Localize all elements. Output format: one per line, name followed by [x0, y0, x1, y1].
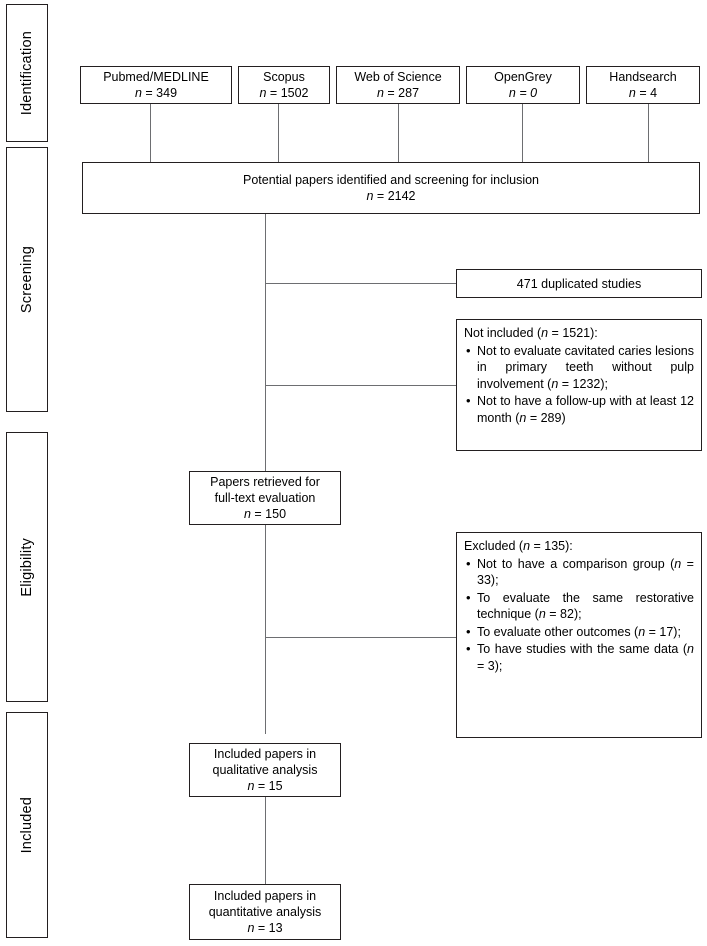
- not-included-heading: Not included (n = 1521):: [464, 326, 598, 340]
- stage-label-eligibility: [6, 432, 48, 702]
- source-box-scopus: [238, 66, 330, 104]
- qualitative-box: [189, 743, 341, 797]
- source-name-handsearch: Handsearch: [609, 70, 677, 84]
- qualitative-count: n = 15: [247, 779, 283, 793]
- quantitative-count: n = 13: [247, 921, 283, 935]
- list-item: • To have studies with the same data (n = 3);: [464, 641, 694, 674]
- list-item: • To evaluate other outcomes (n = 17);: [464, 624, 694, 641]
- excluded-box: [456, 532, 702, 738]
- duplicates-box: [456, 269, 702, 298]
- source-name-web-of-science: Web of Science: [354, 70, 442, 84]
- qualitative-line-1: Included papers in: [213, 747, 317, 761]
- quantitative-line-1: Included papers in: [213, 889, 317, 903]
- source-count-web-of-science: n = 287: [376, 86, 420, 100]
- connector-pubmed: [150, 104, 151, 162]
- stage-label-identification-text: Identification: [19, 30, 35, 116]
- stage-label-eligibility-text: Eligibility: [19, 537, 35, 597]
- branch-not-included: [265, 385, 456, 386]
- connector-opengrey: [522, 104, 523, 162]
- list-item: • To evaluate the same restorative technique (n = 82);: [464, 590, 694, 623]
- duplicates-text: 471 duplicated studies: [516, 276, 642, 291]
- branch-duplicates: [265, 283, 456, 284]
- source-box-pubmed: [80, 66, 232, 104]
- source-name-opengrey: OpenGrey: [494, 70, 552, 84]
- not-included-box: [456, 319, 702, 451]
- main-spine-3: [265, 797, 266, 884]
- main-spine-1: [265, 214, 266, 471]
- qualitative-line-2: qualitative analysis: [212, 763, 318, 777]
- identified-count: n = 2142: [366, 189, 416, 203]
- retrieved-line-1: Papers retrieved for: [210, 475, 320, 489]
- stage-label-identification: [6, 4, 48, 142]
- source-count-scopus: n = 1502: [259, 86, 309, 100]
- source-box-web-of-science: [336, 66, 460, 104]
- retrieved-line-2: full-text evaluation: [214, 491, 316, 505]
- excluded-list: [464, 556, 694, 675]
- source-box-handsearch: [586, 66, 700, 104]
- source-count-handsearch: n = 4: [628, 86, 658, 100]
- identified-title: Potential papers identified and screening for inclusion: [242, 173, 540, 187]
- source-count-opengrey: n = 0: [508, 86, 538, 100]
- branch-excluded: [265, 637, 456, 638]
- quantitative-line-2: quantitative analysis: [208, 905, 322, 919]
- retrieved-count: n = 150: [243, 507, 287, 521]
- quantitative-box: [189, 884, 341, 940]
- source-box-opengrey: [466, 66, 580, 104]
- main-spine-2: [265, 525, 266, 734]
- source-name-pubmed: Pubmed/MEDLINE: [103, 70, 209, 84]
- list-item: • Not to evaluate cavitated caries lesions in primary teeth without pulp involvement (n = 1232);: [464, 343, 694, 393]
- connector-handsearch: [648, 104, 649, 162]
- source-count-pubmed: n = 349: [134, 86, 178, 100]
- stage-label-included-text: Included: [19, 796, 35, 854]
- connector-scopus: [278, 104, 279, 162]
- stage-label-included: [6, 712, 48, 938]
- stage-label-screening-text: Screening: [19, 245, 35, 314]
- excluded-heading: Excluded (n = 135):: [464, 539, 573, 553]
- identified-box: [82, 162, 700, 214]
- source-name-scopus: Scopus: [263, 70, 305, 84]
- stage-label-screening: [6, 147, 48, 412]
- list-item: • Not to have a follow-up with at least 12 month (n = 289): [464, 393, 694, 426]
- connector-web-of-science: [398, 104, 399, 162]
- retrieved-box: [189, 471, 341, 525]
- not-included-list: [464, 343, 694, 427]
- list-item: • Not to have a comparison group (n = 33);: [464, 556, 694, 589]
